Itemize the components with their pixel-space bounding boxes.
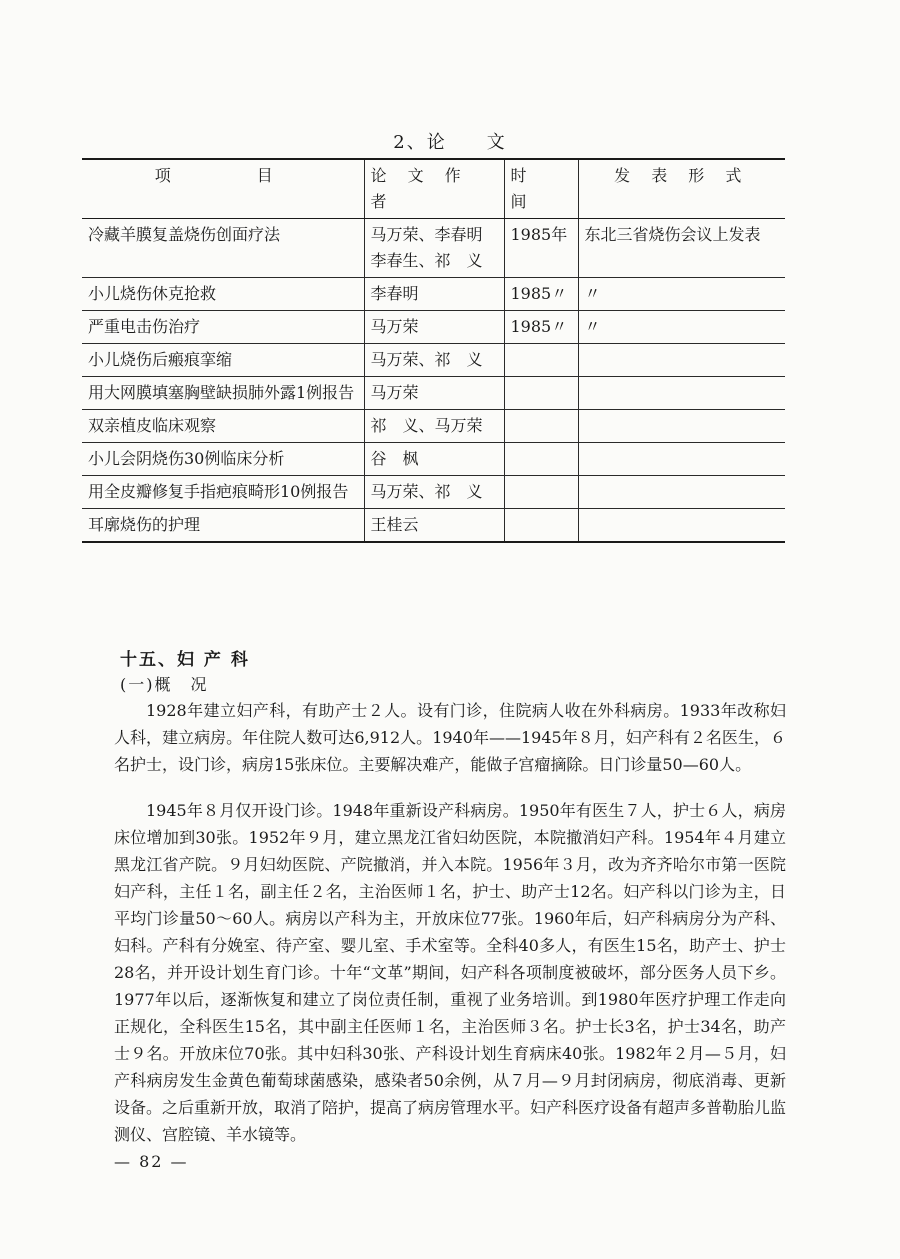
table-row [82, 476, 785, 509]
column-header-time: 时 间 [504, 159, 578, 219]
cell-item: 小儿烧伤后瘢痕挛缩 [82, 344, 364, 377]
page-number: — 82 — [114, 1152, 189, 1171]
cell-time [504, 509, 578, 543]
cell-time [504, 443, 578, 476]
cell-item: 双亲植皮临床观察 [82, 410, 364, 443]
paragraph-1: 1928年建立妇产科，有助产士２人。设有门诊，住院病人收在外科病房。1933年改称妇人科，建立病房。年住院人数可达6,912人。1940年——1945年８月，妇产科有２名医生，６名护士，设门诊，病房15张床位。主要解决难产，能做子宫瘤摘除。日门诊量50—60人。 [114, 701, 786, 774]
cell-item: 耳廓烧伤的护理 [82, 509, 364, 543]
column-header-authors: 论 文 作 者 [364, 159, 504, 219]
cell-authors: 马万荣 [364, 377, 504, 410]
column-header-form: 发 表 形 式 [578, 159, 785, 219]
cell-authors: 祁 义、马万荣 [364, 410, 504, 443]
cell-authors: 马万荣、祁 义 [364, 476, 504, 509]
cell-authors: 李春明 [364, 278, 504, 311]
paragraph-2: 1945年８月仅开设门诊。1948年重新设产科病房。1950年有医生７人，护士６人，病房床位增加到30张。1952年９月，建立黑龙江省妇幼医院，本院撤消妇产科。1954年４月建立黑龙江省产院。９月妇幼医院、产院撤消，并入本院。1956年３月，改为齐齐哈尔市第一医院妇产科，主任１名，副主任２名，主治医师１名，护士、助产士12名。妇产科以门诊为主，日平均门诊量50～60人。病房以产科为主，开放床位77张。1960年后，妇产科病房分为产科、妇科。产科有分娩室、待产室、婴儿室、手术室等。全科40多人，有医生15名，助产士、护士28名，并开设计划生育门诊。十年“文革”期间，妇产科各项制度被破坏，部分医务人员下乡。1977年以后，逐渐恢复和建立了岗位责任制，重视了业务培训。到1980年医疗护理工作走向正规化，全科医生15名，其中副主任医师１名，主治医师３名。护士长3名，护士34名，助产士９名。开放床位70张。其中妇科30张、产科设计划生育病床40张。1982年２月—５月，妇产科病房发生金黄色葡萄球菌感染，感染者50余例，从７月—９月封闭病房，彻底消毒、更新设备。之后重新开放，取消了陪护，提高了病房管理水平。妇产科医疗设备有超声多普勒胎儿监测仪、宫腔镜、羊水镜等。 [114, 801, 787, 1144]
cell-authors: 王桂云 [364, 509, 504, 543]
table-row [82, 509, 785, 543]
cell-time [504, 410, 578, 443]
table-row [82, 377, 785, 410]
cell-authors: 马万荣、祁 义 [364, 344, 504, 377]
cell-time [504, 476, 578, 509]
papers-table [82, 158, 785, 543]
cell-authors: 马万荣 [364, 311, 504, 344]
cell-time [504, 344, 578, 377]
cell-item: 用全皮瓣修复手指疤痕畸形10例报告 [82, 476, 364, 509]
cell-item: 严重电击伤治疗 [82, 311, 364, 344]
cell-form [578, 443, 785, 476]
cell-item: 冷藏羊膜复盖烧伤创面疗法 [82, 219, 364, 278]
table-title: 2、论 文 [393, 132, 507, 153]
cell-form [578, 476, 785, 509]
cell-time: 1985〃 [504, 278, 578, 311]
cell-authors: 谷 枫 [364, 443, 504, 476]
cell-time: 1985年 [504, 219, 578, 278]
cell-item: 小儿烧伤休克抢救 [82, 278, 364, 311]
cell-item: 小儿会阴烧伤30例临床分析 [82, 443, 364, 476]
cell-form [578, 377, 785, 410]
column-header-item: 项 目 [82, 159, 364, 219]
cell-form [578, 509, 785, 543]
cell-form: 〃 [578, 311, 785, 344]
subsection-title: (一)概 况 [120, 675, 209, 694]
table-row [82, 410, 785, 443]
cell-time: 1985〃 [504, 311, 578, 344]
table-row [82, 219, 785, 278]
cell-item: 用大网膜填塞胸壁缺损肺外露1例报告 [82, 377, 364, 410]
cell-time [504, 377, 578, 410]
section-title: 十五、妇 产 科 [120, 650, 250, 670]
cell-form [578, 344, 785, 377]
cell-authors: 马万荣、李春明李春生、祁 义 [364, 219, 504, 278]
cell-form [578, 410, 785, 443]
table-row [82, 278, 785, 311]
table-row [82, 443, 785, 476]
table-row [82, 311, 785, 344]
cell-form: 东北三省烧伤会议上发表 [578, 219, 785, 278]
table-row [82, 344, 785, 377]
table-header-row [82, 159, 785, 219]
cell-form: 〃 [578, 278, 785, 311]
